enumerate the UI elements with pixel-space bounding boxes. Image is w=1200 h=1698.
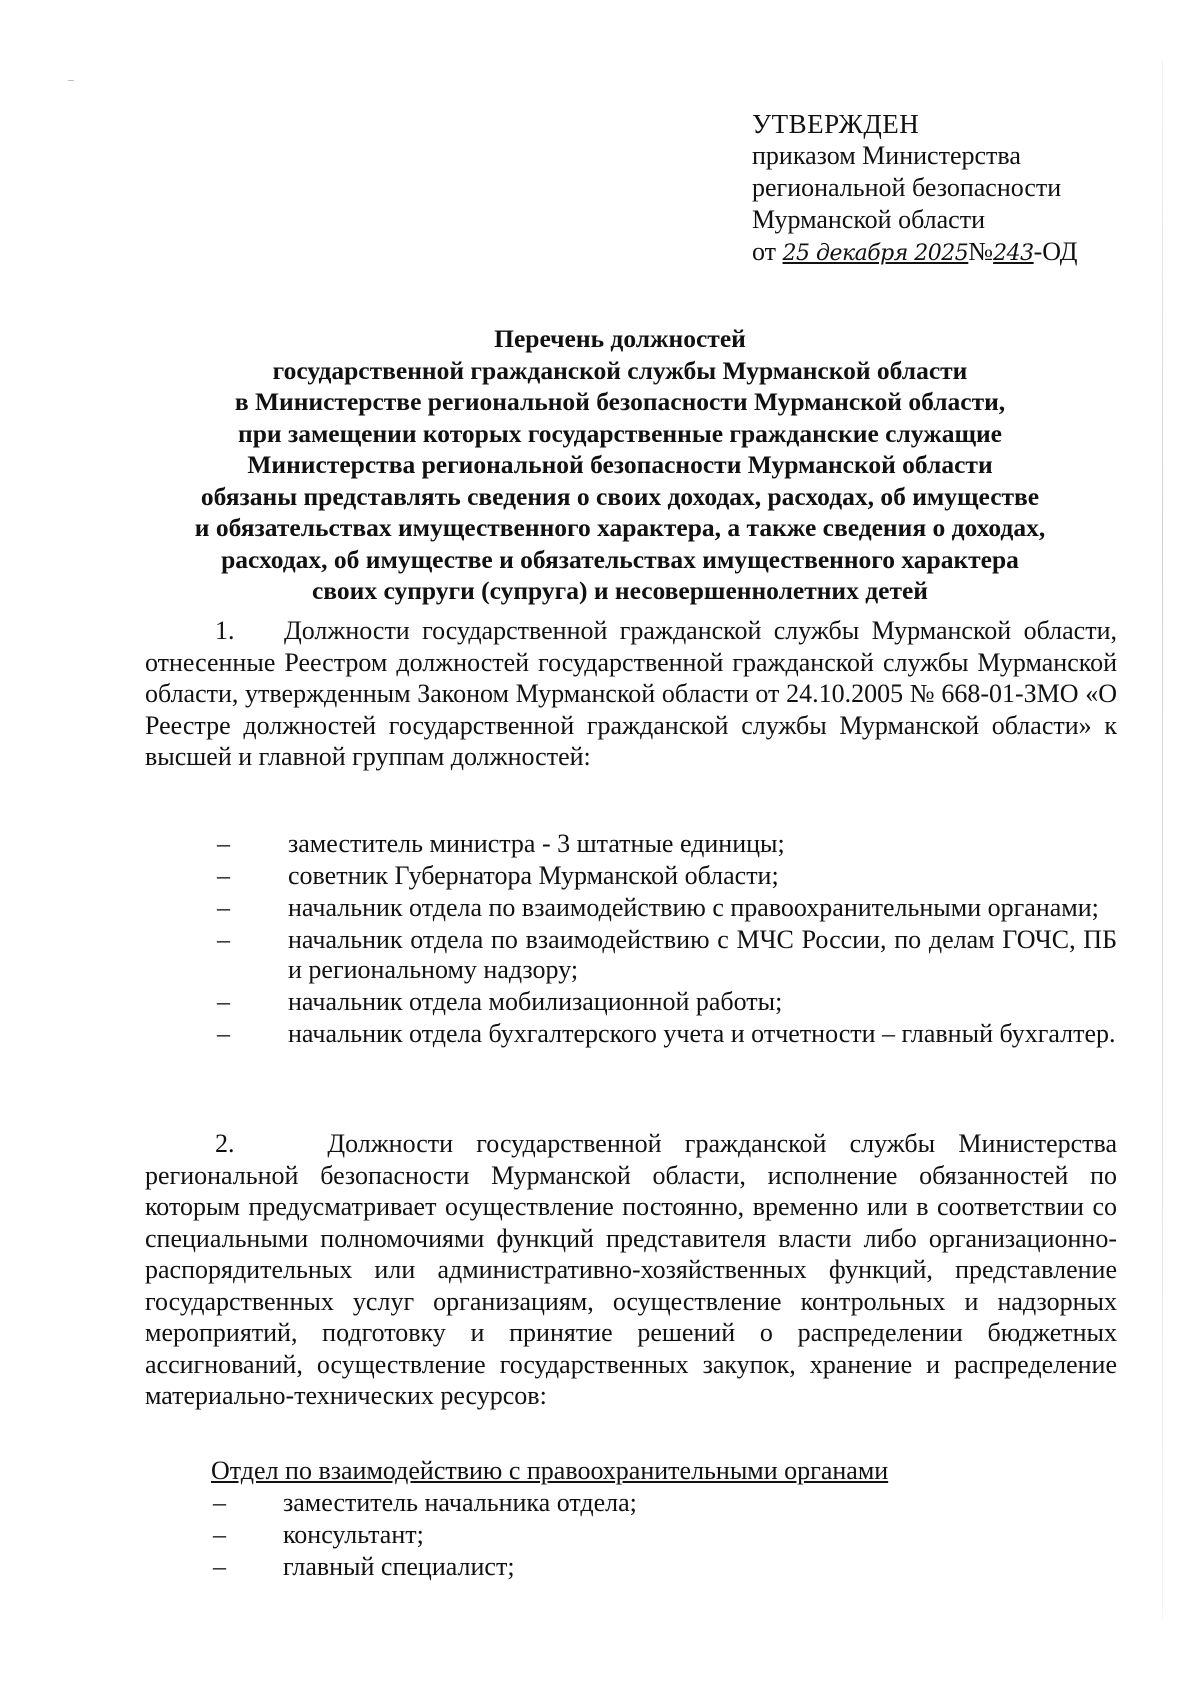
list-item-text: начальник отдела по взаимодействию с МЧС России, по делам ГОЧС, ПБ и региональному надзору; (288, 925, 1117, 984)
dash-bullet: – (213, 1520, 226, 1549)
list-item-text: заместитель министра - 3 штатные единицы; (288, 829, 785, 858)
section-2-paragraph: 2. Должности государственной гражданской службы Министерства региональной безопасности Мурманской области, исполнение обязанностей по которым предусматривает осуществление постоянно, временно или в соответствии со специальными полномочиями функций представителя власти либо организационно-распорядительных или административно-хозяйственных функций, представление государственных услуг организациям, осуществление контрольных и надзорных мероприятий, подготовку и принятие решений о распределении бюджетных ассигнований, осуществление государственных закупок, хранение и распределение материально-технических ресурсов: (145, 1129, 1117, 1410)
document-title (140, 323, 1100, 607)
title-line: расходах, об имуществе и обязательствах имущественного характера (221, 544, 1019, 574)
dash-bullet: – (217, 893, 230, 922)
handwritten-date: 25 декабря 2025 (782, 241, 969, 266)
scan-mark (68, 80, 74, 81)
list-item (145, 829, 1117, 859)
list-item (145, 1520, 1117, 1550)
handwritten-number: 243 (993, 241, 1034, 266)
list-item (145, 861, 1117, 891)
approval-line: региональной безопасности (752, 173, 1062, 202)
title-line: обязаны представлять сведения о своих доходах, расходах, об имуществе (200, 481, 1040, 511)
dash-bullet: – (213, 1552, 226, 1581)
approval-date-line (752, 236, 1077, 270)
dash-bullet: – (217, 1019, 230, 1048)
scan-edge-line (1162, 60, 1163, 1620)
list-item-text: советник Губернатора Мурманской области; (288, 861, 779, 890)
dash-bullet: – (213, 1488, 226, 1517)
approval-line: Мурманской области (752, 205, 985, 234)
list-item-text: главный специалист; (283, 1552, 515, 1581)
list-item-text: консультант; (283, 1520, 424, 1549)
title-line: своих супруги (супруга) и несовершеннолетних детей (311, 576, 928, 605)
title-line: в Министерстве региональной безопасности Мурманской области, (234, 387, 1006, 416)
approval-heading: УТВЕРЖДЕН (752, 109, 920, 139)
date-prefix: от (752, 237, 777, 266)
list-item-text: начальник отдела бухгалтерского учета и отчетности – главный бухгалтер. (288, 1019, 1116, 1048)
list-item (145, 1488, 1117, 1518)
list-item (145, 925, 1117, 985)
dash-bullet: – (217, 925, 230, 954)
list-item (145, 893, 1117, 923)
dash-bullet: – (217, 987, 230, 1016)
title-line: при замещении которых государственные гражданские служащие (238, 418, 1002, 448)
list-item (145, 1552, 1117, 1582)
approval-line: приказом Министерства (752, 141, 1021, 170)
number-suffix: -ОД (1033, 237, 1078, 266)
title-line: Министерства региональной безопасности Мурманской области (247, 450, 993, 479)
list-item-text: начальник отдела по взаимодействию с правоохранительными органами; (288, 893, 1099, 922)
department-1-list (145, 1488, 1117, 1584)
list-item-text: заместитель начальника отдела; (283, 1488, 637, 1517)
list-item (145, 987, 1117, 1017)
dash-bullet: – (217, 829, 230, 858)
title-line: Перечень должностей (494, 324, 746, 353)
list-item (145, 1019, 1117, 1049)
approval-stamp-block (752, 108, 1077, 270)
section-1-paragraph: 1. Должности государственной гражданской службы Мурманской области, отнесенные Реестром должностей государственной гражданской службы Мурманской области, утвержденным Законом Мурманской области от 24.10.2005 № 668-01-ЗМО «О Реестре должностей государственной гражданской службы Мурманской области» к высшей и главной группам должностей: (145, 616, 1117, 771)
section-1-list (145, 829, 1117, 1051)
title-line: и обязательствах имущественного характера, а также сведения о доходах, (194, 513, 1046, 542)
list-item-text: начальник отдела мобилизационной работы; (288, 987, 783, 1016)
number-prefix: № (968, 237, 994, 266)
title-line: государственной гражданской службы Мурманской области (272, 355, 968, 385)
department-heading: Отдел по взаимодействию с правоохранительными органами (211, 1456, 889, 1485)
dash-bullet: – (217, 861, 230, 890)
